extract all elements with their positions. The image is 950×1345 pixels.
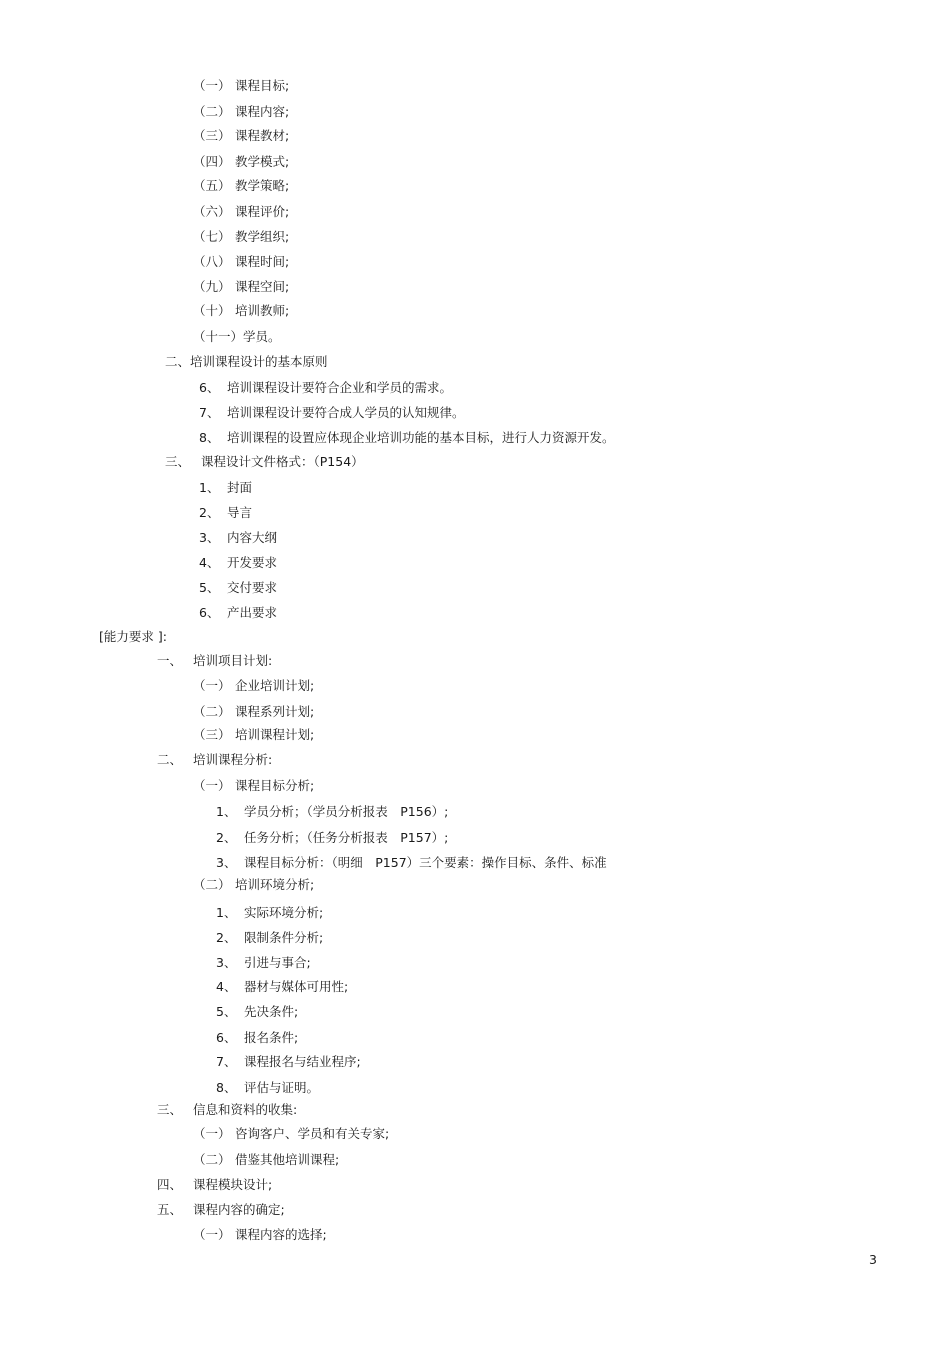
item-number: 1、 [199, 480, 220, 495]
item-number: （一） [193, 1227, 231, 1242]
item-text: 任务分析；（任务分析报表 P157）; [244, 830, 449, 845]
item-text: 先决条件; [244, 1004, 299, 1019]
list-item [193, 279, 289, 295]
list-item [193, 877, 314, 893]
item-text: 课程目标分析：（明细 P157）三个要素：操作目标、条件、标准 [244, 855, 607, 870]
item-text: 课程内容的选择; [235, 1227, 327, 1242]
list-item [193, 1126, 389, 1142]
item-number: （二） [193, 104, 231, 119]
list-item [193, 678, 314, 694]
ability-label: [能力要求 ]: [99, 629, 167, 644]
list-item [216, 1054, 361, 1070]
section-title: 课程设计文件格式：（P154） [201, 454, 364, 469]
list-item [193, 128, 289, 144]
section-title: 课程内容的确定; [193, 1202, 285, 1217]
list-item [216, 1030, 298, 1046]
list-item [193, 303, 289, 319]
list-item [193, 229, 289, 245]
list-item [216, 855, 607, 871]
item-number: 3、 [199, 530, 220, 545]
list-item [193, 204, 289, 220]
item-text: 课程系列计划; [235, 704, 315, 719]
page-number: 3 [869, 1252, 877, 1267]
section-heading [157, 1102, 297, 1118]
section-heading [157, 653, 272, 669]
item-text: 交付要求 [227, 580, 278, 595]
section-number: 三、 [157, 1102, 183, 1117]
item-number: （二） [193, 1152, 231, 1167]
item-number: 1、 [216, 905, 237, 920]
item-number: 3、 [216, 855, 237, 870]
list-item [199, 380, 452, 396]
item-text: 报名条件; [244, 1030, 299, 1045]
item-number: 7、 [216, 1054, 237, 1069]
list-item [216, 1004, 298, 1020]
item-text: 借鉴其他培训课程; [235, 1152, 340, 1167]
item-text: 培训课程的设置应体现企业培训功能的基本目标，进行人力资源开发。 [227, 430, 615, 445]
item-text: 器材与媒体可用性; [244, 979, 349, 994]
item-number: 6、 [199, 605, 220, 620]
list-item [199, 480, 252, 496]
list-item [199, 430, 615, 446]
list-item [193, 778, 314, 794]
item-text: 培训环境分析; [235, 877, 315, 892]
item-number: 5、 [216, 1004, 237, 1019]
item-number: （八） [193, 254, 231, 269]
item-number: 7、 [199, 405, 220, 420]
list-item [199, 605, 277, 621]
item-text: 教学模式; [235, 154, 290, 169]
list-item [216, 1080, 319, 1096]
item-number: （二） [193, 704, 231, 719]
list-item [216, 804, 448, 820]
list-item [193, 254, 289, 270]
item-number: 1、 [216, 804, 237, 819]
item-text: 学员分析；（学员分析报表 P156）; [244, 804, 449, 819]
item-number: 2、 [199, 505, 220, 520]
section-number: 五、 [157, 1202, 183, 1217]
list-item [193, 727, 314, 743]
item-number: （一） [193, 1126, 231, 1141]
list-item [216, 830, 448, 846]
item-number: 8、 [199, 430, 220, 445]
item-text: 产出要求 [227, 605, 278, 620]
item-text: 课程报名与结业程序; [244, 1054, 361, 1069]
item-text: 课程时间; [235, 254, 290, 269]
section-number: 四、 [157, 1177, 183, 1192]
list-item [193, 1227, 327, 1243]
item-number: （一） [193, 678, 231, 693]
item-number: 6、 [216, 1030, 237, 1045]
section-number: 一、 [157, 653, 183, 668]
section-title: 培训项目计划: [193, 653, 273, 668]
list-item [199, 580, 277, 596]
item-text: 课程空间; [235, 279, 290, 294]
item-text: 实际环境分析; [244, 905, 324, 920]
item-text: 封面 [227, 480, 253, 495]
item-text: 培训课程计划; [235, 727, 315, 742]
item-number: （三） [193, 727, 231, 742]
section-heading: 二、培训课程设计的基本原则 [165, 354, 328, 369]
item-number: （九） [193, 279, 231, 294]
item-text: 课程教材; [235, 128, 290, 143]
section-number: 二、 [157, 752, 183, 767]
item-number: （四） [193, 154, 231, 169]
list-item [199, 530, 277, 546]
item-number: （三） [193, 128, 231, 143]
item-text: 内容大纲 [227, 530, 278, 545]
item-number: （六） [193, 204, 231, 219]
list-item [199, 505, 252, 521]
item-text: 评估与证明。 [244, 1080, 320, 1095]
list-item [193, 704, 314, 720]
item-text: 培训课程设计要符合企业和学员的需求。 [227, 380, 453, 395]
item-text: 企业培训计划; [235, 678, 315, 693]
item-text: 教学组织; [235, 229, 290, 244]
section-heading [157, 1177, 272, 1193]
item-text: （十一）学员。 [193, 329, 281, 344]
section-heading [157, 1202, 285, 1218]
list-item [199, 555, 277, 571]
item-number: 4、 [199, 555, 220, 570]
item-text: 开发要求 [227, 555, 278, 570]
item-number: （五） [193, 178, 231, 193]
item-text: 课程目标; [235, 78, 290, 93]
section-title: 培训课程分析: [193, 752, 273, 767]
list-item [216, 979, 348, 995]
item-number: （七） [193, 229, 231, 244]
item-number: 6、 [199, 380, 220, 395]
item-number: 3、 [216, 955, 237, 970]
item-text: 咨询客户、学员和有关专家; [235, 1126, 390, 1141]
item-text: 引进与事合; [244, 955, 311, 970]
list-item [193, 329, 281, 345]
item-number: （十） [193, 303, 231, 318]
item-text: 限制条件分析; [244, 930, 324, 945]
section-title: 信息和资料的收集: [193, 1102, 298, 1117]
list-item [216, 955, 311, 971]
item-number: 8、 [216, 1080, 237, 1095]
item-number: （一） [193, 78, 231, 93]
item-number: 2、 [216, 830, 237, 845]
item-text: 导言 [227, 505, 253, 520]
item-text: 培训课程设计要符合成人学员的认知规律。 [227, 405, 465, 420]
item-number: 4、 [216, 979, 237, 994]
item-text: 培训教师; [235, 303, 290, 318]
section-heading [165, 454, 364, 470]
list-item [216, 905, 323, 921]
section-number: 三、 [165, 454, 191, 469]
list-item [193, 178, 289, 194]
item-number: 2、 [216, 930, 237, 945]
list-item [193, 104, 289, 120]
item-text: 教学策略; [235, 178, 290, 193]
list-item [193, 78, 289, 94]
item-number: 5、 [199, 580, 220, 595]
list-item [199, 405, 465, 421]
item-number: （一） [193, 778, 231, 793]
list-item [193, 1152, 339, 1168]
item-number: （二） [193, 877, 231, 892]
section-title: 课程模块设计; [193, 1177, 273, 1192]
item-text: 课程评价; [235, 204, 290, 219]
list-item [216, 930, 323, 946]
list-item [193, 154, 289, 170]
item-text: 课程内容; [235, 104, 290, 119]
item-text: 课程目标分析; [235, 778, 315, 793]
section-heading [157, 752, 272, 768]
